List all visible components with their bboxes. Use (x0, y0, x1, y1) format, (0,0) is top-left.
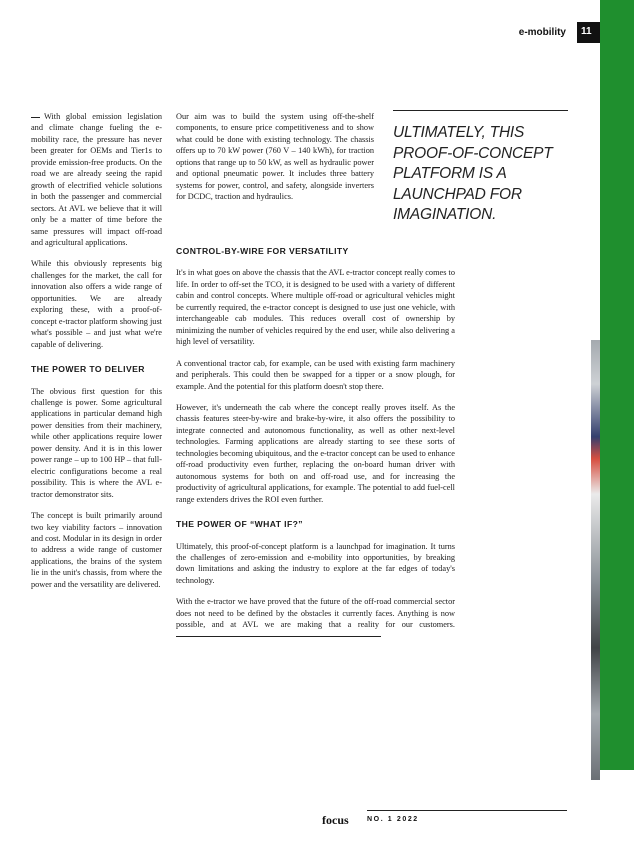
paragraph: The concept is built primarily around two key viability factors – innovation and cost. Modular in its design in order to address a wide range of customer applications, the brains of the system lie in the unit's chassis, from where the power and the versatility are delivered. (31, 511, 162, 589)
column-1 (31, 111, 162, 600)
quote-top-rule (393, 110, 568, 111)
pull-quote: ULTIMATELY, THIS PROOF-OF-CONCEPT PLATFORM IS A LAUNCHPAD FOR IMAGINATION. (393, 124, 553, 224)
section-label: e-mobility (518, 27, 566, 38)
section-heading-control-by-wire: CONTROL-BY-WIRE FOR VERSATILITY (176, 246, 349, 256)
focus-logo: focus (322, 813, 349, 827)
paragraph: Our aim was to build the system using off-the-shelf components, to ensure price competitiveness and to show what could be done with existing technology. The chassis offers up to 70 kW power (760 V – 140 kWh), for traction options that range up to 50 kW, as well as hydraulic power and optional pneumatic power. It includes three battery systems for power, control, and safety, alongside inverters for DCDC, traction and hydraulics. (176, 112, 374, 202)
issue-number: NO. 1 2022 (367, 816, 419, 823)
section-heading-power-to-deliver: THE POWER TO DELIVER (31, 364, 145, 375)
section-heading-power-of-what-if: THE POWER OF “WHAT IF?” (176, 519, 303, 530)
green-edge-bar (600, 0, 634, 770)
start-dash (31, 117, 40, 118)
paragraph: It's in what goes on above the chassis that the AVL e-tractor concept really comes to life. In order to off-set the TCO, it is designed to be used with a variety of different cabin and control concepts. Where multiple off-road or agricultural vehicles might be currently required, the e-tractor concept is designed to use just one vehicle, with interchangeable cab modules. This reduces overall cost of ownership by minimizing the number of vehicles required by the end user, while also delivering a high level of versatility. (176, 268, 455, 347)
paragraph: The obvious first question for this challenge is power. Some agricultural applications in particular demand high power densities from their machinery, while other applications require lower power density. And it is in this lower power range – up to 100 HP – that full-electric configurations become a real possibility. This is where the AVL e-tractor demonstrator sits. (31, 386, 162, 499)
tractor-photo-strip (591, 340, 600, 780)
column-2 (176, 111, 374, 213)
paragraph: A conventional tractor cab, for example, can be used with existing farm machinery and peripherals. This could then be swapped for a tipper or a snow plough, for example. And the potential for this platform doesn't stop there. (176, 358, 455, 391)
footer-rule (367, 810, 567, 811)
page-number: 11 (581, 26, 592, 37)
paragraph: However, it's underneath the cab where the concept really proves itself. As the chassis features steer-by-wire and brake-by-wire, it also offers the possibility to integrate connected and autonomous functionality, as well as other next-level technologies. Farming applications are already starting to see these sorts of technologies becoming ubiquitous, and the e-tractor concept can be used to enhance off-road productivity even further, replacing the on-board human driver with autonomous systems for both on and off-road use, and for increasing the productivity of agricultural applications, for example. The potential to add fuel-cell range extenders drives the ROI even further. (176, 402, 455, 504)
paragraph: While this obviously represents big challenges for the market, the call for innovation also offers a wide range of opportunities. We are already exploring these, with a proof-of-concept e-tractor platform showing just what's possible – and just what we're capable of delivering. (31, 259, 162, 349)
end-rule (176, 636, 381, 637)
intro-paragraph: With global emission legislation and climate change fueling the e-mobility race, the pressure has never been greater for OEMs and Tier1s to provide emission-free products. On the road we are already seeing the rapid growth of electrified vehicle solutions in both the passenger and commercial sectors. At AVL we believe that it will only be a matter of time before the same pressures will impact off-road and agricultural applications. (31, 112, 162, 247)
paragraph: Ultimately, this proof-of-concept platform is a launchpad for imagination. It turns the challenges of zero-emission and e-mobility into opportunities, by breaking down limitations and asking the industry to explore at the far edges of today's technology. (176, 541, 455, 585)
wide-column (176, 232, 455, 652)
closing-paragraph: With the e-tractor we have proved that the future of the off-road commercial sector does not need to be defined by the obstacles it currently faces. Anything is now possible, and at AVL we are making that a reality for our customers. (176, 596, 455, 642)
